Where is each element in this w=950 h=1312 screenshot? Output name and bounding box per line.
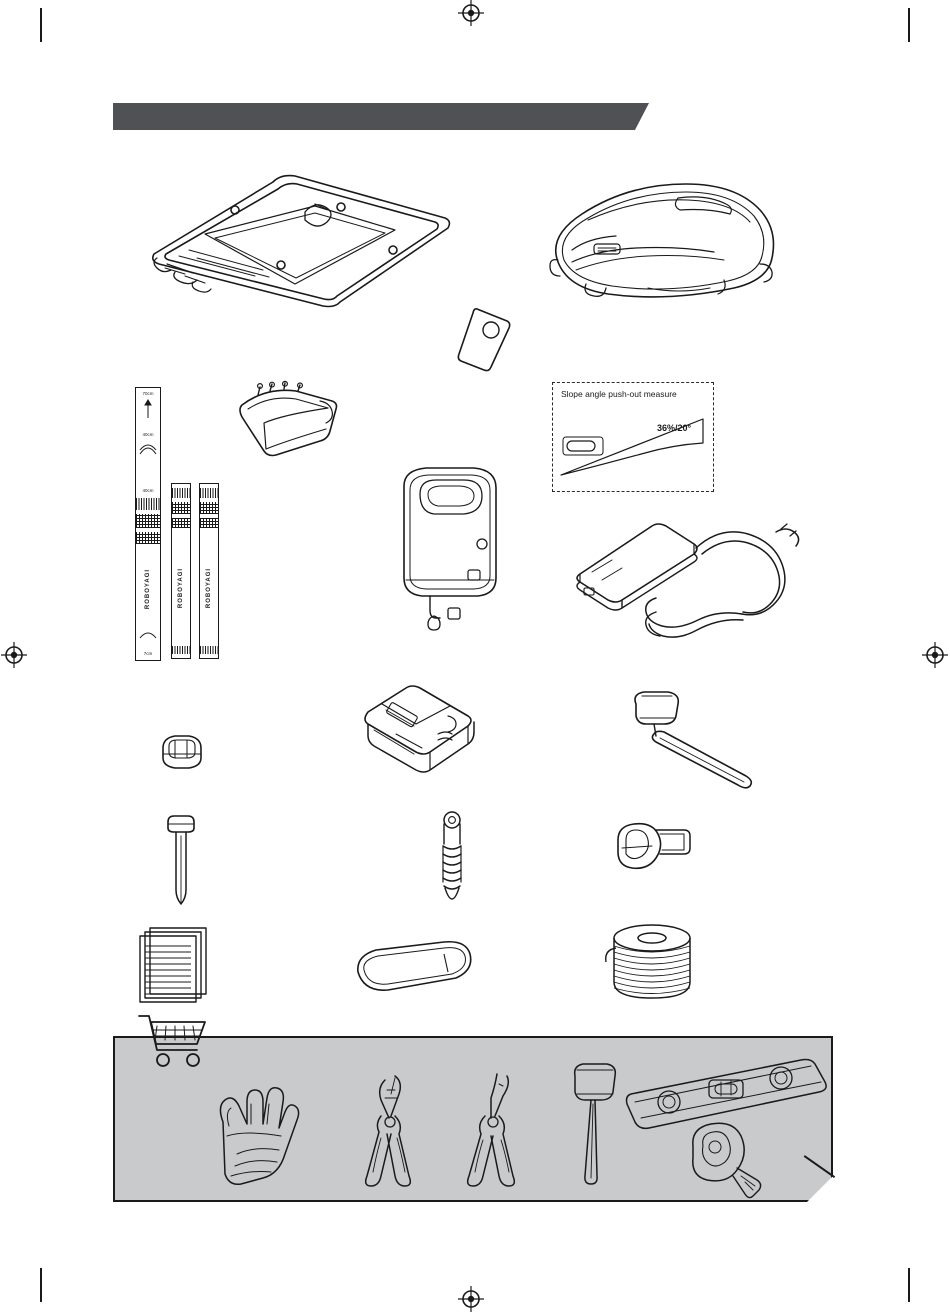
tool-combination-pliers (351, 1072, 425, 1190)
part-boundary-wire-spool (604, 920, 700, 1010)
tool-tape-measure (683, 1116, 769, 1202)
section-header-bar (113, 103, 635, 130)
part-ground-stake (160, 812, 202, 908)
strip-dots-r2 (200, 518, 218, 528)
strip-brand-label-middle: ROBOYAGI (178, 567, 184, 609)
part-station-cover-bracket (236, 383, 340, 465)
strip-dots-r1 (200, 502, 218, 514)
slope-gauge-label: Slope angle push-out measure (561, 389, 677, 399)
strip-caption-3: 40cm (142, 488, 154, 493)
tool-work-gloves (207, 1082, 307, 1192)
strip-caption-bottom: 7cm (143, 651, 153, 656)
strip-brand-area-middle (172, 534, 190, 642)
slope-gauge-value: 36%/20° (657, 423, 692, 433)
user-supplied-tools-panel (113, 1036, 833, 1202)
strip-hatch-1 (136, 498, 160, 510)
measure-strip-left (135, 387, 161, 661)
slope-angle-gauge (552, 382, 714, 492)
strip-caption-top: 70cm (142, 391, 154, 396)
registration-mark-left (1, 642, 27, 668)
registration-mark-bottom (458, 1286, 484, 1312)
registration-mark-top (458, 0, 484, 26)
crop-mark-top-right-v (908, 8, 910, 42)
header-notch (635, 103, 649, 130)
part-power-supply-adapter (570, 500, 806, 648)
part-blade-cover-case (352, 938, 476, 1000)
crop-mark-bottom-right-v (908, 1268, 910, 1302)
part-cable-clip-small (155, 730, 207, 774)
strip-brand-area (136, 548, 160, 630)
registration-mark-right (922, 642, 948, 668)
strip-brand-label: ROBOYAGI (145, 568, 151, 610)
measure-strip-middle (171, 483, 191, 659)
part-manual-documents (136, 924, 218, 1008)
strip-brand-label-right: ROBOYAGI (206, 567, 212, 609)
strip-dots-1 (136, 514, 160, 528)
crop-mark-bottom-left-v (40, 1268, 42, 1302)
part-rfid-key-tag (455, 305, 517, 375)
part-wire-connector (608, 816, 694, 876)
strip-hatch-r2 (200, 646, 218, 654)
strip-hatch-m1 (172, 488, 190, 498)
crop-mark-top-left-v (40, 8, 42, 42)
strip-hatch-r1 (200, 488, 218, 498)
measure-strip-right (199, 483, 219, 659)
strip-caption-2: 40cm (142, 432, 154, 437)
strip-hatch-m2 (172, 646, 190, 654)
strip-brand-area-right (200, 534, 218, 642)
part-robotic-mower (528, 176, 788, 316)
strip-dots-m1 (172, 502, 190, 514)
tool-rubber-mallet (555, 1058, 629, 1188)
part-base-station-plate (145, 172, 455, 317)
part-battery-pack (352, 682, 480, 782)
part-fixing-screw (430, 810, 474, 914)
strip-dots-2 (136, 532, 160, 544)
part-mallet-tool (620, 686, 764, 790)
panel-corner-cut (807, 1176, 833, 1202)
strip-dots-m2 (172, 518, 190, 528)
tool-needle-nose-pliers (455, 1072, 529, 1190)
part-boundary-transmitter (386, 460, 512, 632)
panel-corner-line (804, 1155, 835, 1178)
shopping-cart-icon (135, 1010, 213, 1072)
